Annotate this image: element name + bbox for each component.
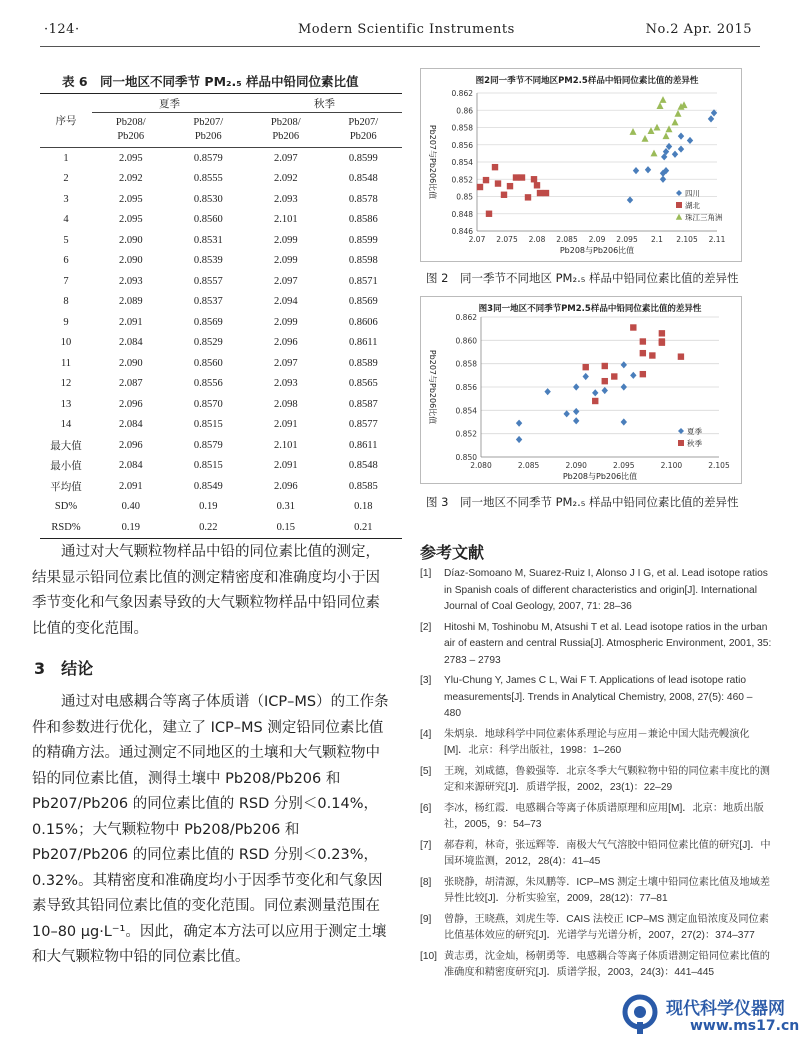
table-row bbox=[40, 517, 402, 538]
x-tick-label: 2.075 bbox=[496, 235, 518, 244]
legend-marker bbox=[676, 190, 682, 196]
data-point bbox=[663, 132, 670, 139]
x-tick-label: 2.105 bbox=[708, 461, 730, 470]
cell-value: 2.093 bbox=[118, 275, 143, 287]
cell-value: 0.8537 bbox=[193, 296, 223, 308]
data-point bbox=[519, 174, 525, 180]
table-row bbox=[40, 456, 402, 477]
y-tick-label: 0.848 bbox=[451, 209, 473, 219]
table-row bbox=[40, 415, 402, 436]
reference-number: [2] bbox=[420, 621, 432, 633]
reference-number: [6] bbox=[420, 802, 432, 814]
section-heading-conclusion: 3 结论 bbox=[34, 659, 94, 678]
cell-value: 2.097 bbox=[273, 275, 298, 287]
y-tick-label: 0.852 bbox=[455, 429, 477, 439]
cell-value: 0.8560 bbox=[193, 357, 223, 369]
reference-item bbox=[420, 838, 772, 871]
reference-number: [7] bbox=[420, 839, 432, 851]
cell-value: 0.8585 bbox=[348, 480, 378, 492]
y-tick-label: 0.858 bbox=[451, 123, 473, 133]
row-label: 平均值 bbox=[50, 481, 82, 493]
row-label: SD% bbox=[54, 501, 78, 513]
row-label: 7 bbox=[63, 275, 69, 287]
table-row bbox=[40, 292, 402, 313]
cell-value: 2.096 bbox=[273, 337, 298, 349]
cell-value: 2.101 bbox=[273, 439, 298, 451]
data-point bbox=[627, 196, 633, 203]
cell-value: 0.8611 bbox=[349, 439, 378, 451]
cell-value: 2.091 bbox=[273, 460, 298, 472]
cell-value: 2.090 bbox=[118, 255, 143, 267]
isotope-table bbox=[40, 93, 402, 539]
cell-value: 2.101 bbox=[273, 214, 298, 226]
y-axis-label: Pb207与Pb206比值 bbox=[428, 124, 437, 200]
reference-item bbox=[420, 949, 772, 982]
table-row bbox=[40, 189, 402, 210]
table-row bbox=[40, 353, 402, 374]
cell-value: 2.093 bbox=[273, 193, 298, 205]
cell-value: 0.8598 bbox=[348, 255, 378, 267]
row-label: 最小值 bbox=[50, 461, 82, 473]
data-point bbox=[640, 338, 646, 344]
cell-value: 0.18 bbox=[354, 501, 373, 513]
cell-value: 2.099 bbox=[273, 316, 298, 328]
cell-value: 2.091 bbox=[118, 480, 143, 492]
row-label: 8 bbox=[63, 296, 69, 308]
reference-number: [3] bbox=[420, 675, 432, 686]
cell-value: 0.8556 bbox=[193, 378, 223, 390]
y-tick-label: 0.856 bbox=[455, 383, 477, 392]
data-point bbox=[525, 194, 531, 200]
y-axis-label: Pb207与Pb206比值 bbox=[428, 349, 437, 425]
reference-item bbox=[420, 727, 772, 760]
table-caption: 表 6 同一地区不同季节 PM₂.₅ 样品中铅同位素比值 bbox=[62, 74, 359, 89]
data-point bbox=[583, 364, 589, 370]
data-point bbox=[651, 150, 658, 157]
y-tick-label: 0.862 bbox=[451, 89, 473, 98]
y-tick-label: 0.852 bbox=[451, 175, 473, 185]
data-point bbox=[543, 190, 549, 196]
y-tick-label: 0.86 bbox=[456, 106, 473, 116]
reference-text: 郝春莉，林奇，张远辉等．南极大气气溶胶中铅同位素比值的研究[J]．中国环境监测，2012，28(4)：41–45 bbox=[444, 839, 771, 867]
cell-value: 0.8599 bbox=[348, 152, 378, 164]
reference-text: Díaz-Somoano M, Suarez-Ruiz I, Alonso J I G, et al. Lead isotope ratios in Spanish coals of different characteristics and origin[J]. International Journal of Coal Geology, 2007, 71: 28–36 bbox=[444, 568, 768, 612]
cell-value: 0.19 bbox=[199, 501, 218, 513]
y-tick-label: 0.860 bbox=[455, 336, 477, 346]
y-tick-label: 0.854 bbox=[455, 406, 477, 416]
data-point bbox=[516, 436, 522, 443]
data-point bbox=[534, 182, 540, 188]
data-point bbox=[516, 420, 522, 427]
data-point bbox=[630, 128, 637, 135]
subcol-header: Pb208/ Pb206 bbox=[247, 113, 325, 148]
cell-value: 0.8565 bbox=[348, 378, 378, 390]
cell-value: 0.19 bbox=[92, 517, 170, 538]
row-label: 9 bbox=[63, 316, 69, 328]
data-point bbox=[583, 373, 589, 380]
cell-value: 0.8606 bbox=[348, 316, 378, 328]
data-point bbox=[573, 383, 579, 390]
data-point bbox=[666, 125, 673, 132]
legend-marker bbox=[676, 214, 682, 220]
table-row bbox=[40, 374, 402, 395]
watermark-name: 现代科学仪器网 bbox=[666, 999, 785, 1019]
legend-marker bbox=[676, 202, 682, 208]
data-point bbox=[660, 96, 667, 103]
x-tick-label: 2.085 bbox=[556, 235, 578, 244]
cell-value: 0.8557 bbox=[193, 275, 223, 287]
cell-value: 2.098 bbox=[273, 398, 298, 410]
figure-3-chart bbox=[420, 296, 742, 484]
row-label: 1 bbox=[63, 152, 69, 164]
row-label: 5 bbox=[63, 234, 69, 246]
cell-value: 0.22 bbox=[170, 517, 248, 538]
cell-value: 0.8560 bbox=[193, 214, 223, 226]
cell-value: 2.084 bbox=[118, 419, 143, 431]
reference-number: [8] bbox=[420, 876, 432, 888]
y-tick-label: 0.862 bbox=[455, 313, 477, 322]
row-label: 13 bbox=[60, 398, 72, 410]
reference-text: 黄志勇，沈金灿，杨朝勇等．电感耦合等离子体质谱测定铅同位素比值的准确度和精密度研究[J]．质谱学报，2003，24(3)：441–445 bbox=[444, 950, 770, 978]
data-point bbox=[501, 192, 507, 198]
subcol-header: Pb208/ Pb206 bbox=[92, 113, 170, 148]
data-point bbox=[513, 174, 519, 180]
cell-value: 0.8570 bbox=[193, 398, 223, 410]
page-number: ·124· bbox=[44, 22, 80, 37]
y-tick-label: 0.856 bbox=[451, 140, 473, 150]
legend-marker bbox=[678, 428, 684, 434]
figure-3-caption: 图 3 同一地区不同季节 PM₂.₅ 样品中铅同位素比值的差异性 bbox=[426, 495, 739, 509]
data-point bbox=[678, 353, 684, 359]
data-point bbox=[687, 137, 693, 144]
cell-value: 0.8548 bbox=[348, 460, 378, 472]
data-point bbox=[678, 145, 684, 152]
cell-value: 2.092 bbox=[273, 173, 298, 185]
row-label: 3 bbox=[63, 193, 69, 205]
cell-value: 0.8548 bbox=[348, 173, 378, 185]
cell-value: 2.089 bbox=[118, 296, 143, 308]
data-point bbox=[492, 164, 498, 170]
x-tick-label: 2.095 bbox=[613, 461, 635, 470]
data-point bbox=[592, 398, 598, 404]
data-point bbox=[573, 417, 579, 424]
data-point bbox=[507, 183, 513, 189]
data-point bbox=[649, 352, 655, 358]
cell-value: 0.8577 bbox=[348, 419, 378, 431]
y-tick-label: 0.85 bbox=[456, 192, 473, 202]
data-point bbox=[659, 339, 665, 345]
row-label: 14 bbox=[60, 419, 72, 431]
cell-value: 2.095 bbox=[118, 214, 143, 226]
table-row bbox=[40, 497, 402, 518]
reference-text: 曾静，王晓燕，刘虎生等．CAIS 法校正 ICP–MS 测定血铅浓度及同位素比值基体效应的研究[J]．光谱学与光谱分析，2007，27(2)：374–377 bbox=[444, 913, 769, 941]
cell-value: 0.8529 bbox=[193, 337, 223, 349]
cell-value: 0.8549 bbox=[193, 480, 223, 492]
col-summer: 夏季 bbox=[92, 94, 247, 113]
row-label: 6 bbox=[63, 255, 69, 267]
cell-value: 0.8530 bbox=[193, 193, 223, 205]
ms17-logo-icon bbox=[620, 992, 660, 1036]
data-point bbox=[602, 378, 608, 384]
cell-value: 2.096 bbox=[118, 398, 143, 410]
data-point bbox=[640, 350, 646, 356]
conclusion-paragraph: 通过对电感耦合等离子体质谱（ICP–MS）的工作条件和参数进行优化，建立了 ICP–MS 测定铅同位素比值的精确方法。通过测定不同地区的土壤和大气颗粒物中铅的同位素比值，测得土壤中 Pb208/Pb206 和 Pb207/Pb206 的同位素比值的 RSD 分别＜0.14%，0.15%；大气颗粒物中 Pb208/Pb206 和 Pb207/Pb206 的同位素比值的 RSD 分别＜0.23%，0.32%。其精密度和准确度均小于因季节变化和气象因素导致其铅同位素比值的变化范围。同位素测量范围在 10–80 μg·L⁻¹。因此，确定本方法可以应用于测定土壤和大气颗粒物中铅的同位素比值。 bbox=[32, 694, 389, 965]
figure-3-svg bbox=[421, 297, 741, 483]
cell-value: 0.8569 bbox=[348, 296, 378, 308]
row-label: 4 bbox=[63, 214, 69, 226]
cell-value: 0.8611 bbox=[349, 337, 378, 349]
cell-value: 0.8578 bbox=[348, 193, 378, 205]
cell-value: 2.097 bbox=[273, 152, 298, 164]
row-label: 11 bbox=[60, 357, 72, 369]
cell-value: 2.099 bbox=[273, 255, 298, 267]
table-row bbox=[40, 435, 402, 456]
cell-value: 0.8589 bbox=[348, 357, 378, 369]
cell-value: 0.8569 bbox=[193, 316, 223, 328]
data-point bbox=[621, 418, 627, 425]
discussion-paragraph: 通过对大气颗粒物样品中铅的同位素比值的测定，结果显示铅同位素比值的测定精密度和准确度均小于因季节变化和气象因素导致的大气颗粒物样品中铅同位素比值的变化范围。 bbox=[32, 544, 380, 637]
cell-value: 2.099 bbox=[273, 234, 298, 246]
reference-number: [1] bbox=[420, 568, 432, 579]
cell-value: 0.21 bbox=[325, 517, 403, 538]
cell-value: 2.094 bbox=[273, 296, 298, 308]
cell-value: 2.091 bbox=[118, 316, 143, 328]
figure-2-chart bbox=[420, 68, 742, 262]
cell-value: 0.31 bbox=[276, 501, 295, 513]
legend-label: 湖北 bbox=[685, 201, 700, 210]
y-tick-label: 0.846 bbox=[451, 227, 473, 236]
legend-marker bbox=[678, 440, 684, 446]
cell-value: 2.087 bbox=[118, 378, 143, 390]
table-row bbox=[40, 148, 402, 169]
table-row bbox=[40, 271, 402, 292]
watermark-url: www.ms17.cn bbox=[690, 1018, 800, 1034]
data-point bbox=[486, 211, 492, 217]
table-row bbox=[40, 312, 402, 333]
data-point bbox=[672, 151, 678, 158]
table-row bbox=[40, 230, 402, 251]
x-tick-label: 2.100 bbox=[660, 461, 683, 470]
row-label: 10 bbox=[60, 337, 72, 349]
x-axis-label: Pb208与Pb206比值 bbox=[559, 246, 635, 255]
data-point bbox=[675, 110, 682, 117]
row-label: RSD% bbox=[40, 517, 92, 538]
data-point bbox=[672, 119, 679, 126]
cell-value: 0.8515 bbox=[193, 460, 223, 472]
data-point bbox=[483, 177, 489, 183]
x-axis-label: Pb208与Pb206比值 bbox=[562, 472, 638, 481]
data-point bbox=[592, 389, 598, 396]
subcol-header: Pb207/ Pb206 bbox=[325, 113, 403, 148]
cell-value: 2.090 bbox=[118, 234, 143, 246]
data-point bbox=[602, 387, 608, 394]
cell-value: 0.40 bbox=[121, 501, 140, 513]
x-tick-label: 2.080 bbox=[470, 461, 492, 470]
cell-value: 0.15 bbox=[247, 517, 325, 538]
y-tick-label: 0.858 bbox=[455, 359, 477, 369]
cell-value: 0.8579 bbox=[193, 439, 223, 451]
data-point bbox=[495, 180, 501, 186]
reference-item bbox=[420, 673, 772, 723]
cell-value: 2.095 bbox=[118, 193, 143, 205]
data-point bbox=[678, 133, 684, 140]
reference-text: Ylu-Chung Y, James C L, Wai F T. Applications of lead isotope ratio measurements[J]. Trends in Analytical Chemistry, 2008, 27(5): 460 – 480 bbox=[444, 675, 753, 719]
reference-text: 王琬，刘咸德，鲁毅强等．北京冬季大气颗粒物中铅的同位素丰度比的测定和来源研究[J]．质谱学报，2002，23(1)：22–29 bbox=[444, 765, 770, 793]
table-row bbox=[40, 333, 402, 354]
data-point bbox=[642, 135, 649, 142]
legend-label: 珠江三角洲 bbox=[685, 213, 723, 222]
row-label: 2 bbox=[63, 173, 69, 185]
cell-value: 0.8599 bbox=[348, 234, 378, 246]
reference-item bbox=[420, 764, 772, 797]
data-point bbox=[648, 127, 655, 134]
reference-number: [5] bbox=[420, 765, 432, 777]
cell-value: 0.8587 bbox=[348, 398, 378, 410]
x-tick-label: 2.1 bbox=[651, 235, 663, 244]
col-autumn: 秋季 bbox=[247, 94, 402, 113]
issue-info: No.2 Apr. 2015 bbox=[645, 22, 752, 37]
subcol-header: Pb207/ Pb206 bbox=[170, 113, 248, 148]
x-tick-label: 2.08 bbox=[528, 235, 546, 244]
reference-text: Hitoshi M, Toshinobu M, Atsushi T et al. Lead isotope ratios in the urban air of eastern and central Russia[J]. Atmospheric Environment, 2001, 35: 2783 – 2793 bbox=[444, 621, 772, 666]
cell-value: 2.093 bbox=[273, 378, 298, 390]
cell-value: 2.097 bbox=[273, 357, 298, 369]
reference-item bbox=[420, 801, 772, 834]
data-point bbox=[659, 330, 665, 336]
data-point bbox=[640, 371, 646, 377]
references-list bbox=[420, 566, 772, 986]
col-seq: 序号 bbox=[40, 94, 92, 148]
data-point bbox=[630, 324, 636, 330]
header-rule bbox=[40, 46, 760, 47]
data-point bbox=[621, 361, 627, 368]
reference-text: 朱炳泉．地球科学中同位素体系理论与应用－兼论中国大陆壳幔演化[M]．北京：科学出版社，1998：1–260 bbox=[444, 728, 750, 756]
cell-value: 2.084 bbox=[118, 337, 143, 349]
x-tick-label: 2.085 bbox=[517, 461, 540, 470]
row-label: 最大值 bbox=[50, 440, 82, 452]
cell-value: 0.8579 bbox=[193, 152, 223, 164]
x-tick-label: 2.07 bbox=[468, 235, 486, 244]
journal-title: Modern Scientific Instruments bbox=[298, 22, 515, 37]
x-tick-label: 2.090 bbox=[565, 461, 587, 470]
reference-item bbox=[420, 875, 772, 908]
legend-label: 夏季 bbox=[687, 427, 702, 436]
x-tick-label: 2.105 bbox=[676, 235, 698, 244]
data-point bbox=[563, 410, 569, 417]
reference-text: 李冰，杨红霞．电感耦合等离子体质谱原理和应用[M]．北京：地质出版社，2005，9：54–73 bbox=[444, 802, 764, 830]
cell-value: 0.8539 bbox=[193, 255, 223, 267]
table-row bbox=[40, 251, 402, 272]
cell-value: 0.8531 bbox=[193, 234, 223, 246]
x-tick-label: 2.095 bbox=[616, 235, 638, 244]
row-label: 12 bbox=[60, 378, 72, 390]
data-point bbox=[657, 102, 664, 109]
table-row bbox=[40, 394, 402, 415]
reference-number: [10] bbox=[420, 950, 437, 962]
reference-number: [4] bbox=[420, 728, 432, 740]
reference-text: 张晓静，胡清源，朱凤鹏等．ICP–MS 测定土壤中铅同位素比值及地域差异性比较[J]．分析实验室，2009，28(12)：77–81 bbox=[444, 876, 771, 904]
data-point bbox=[611, 373, 617, 379]
cell-value: 0.8555 bbox=[193, 173, 223, 185]
reference-item bbox=[420, 620, 772, 670]
cell-value: 0.8571 bbox=[348, 275, 378, 287]
cell-value: 0.8515 bbox=[193, 419, 223, 431]
reference-item bbox=[420, 912, 772, 945]
cell-value: 2.084 bbox=[118, 460, 143, 472]
table-row bbox=[40, 169, 402, 190]
data-point bbox=[537, 190, 543, 196]
data-point bbox=[645, 166, 651, 173]
y-tick-label: 0.850 bbox=[455, 453, 477, 462]
table-row bbox=[40, 476, 402, 497]
cell-value: 2.090 bbox=[118, 357, 143, 369]
references-heading: 参考文献 bbox=[420, 543, 485, 562]
y-tick-label: 0.854 bbox=[451, 158, 473, 167]
table-row bbox=[40, 210, 402, 231]
cell-value: 2.096 bbox=[273, 480, 298, 492]
data-point bbox=[531, 176, 537, 182]
data-point bbox=[621, 383, 627, 390]
figure-2-svg bbox=[421, 69, 741, 261]
cell-value: 2.092 bbox=[118, 173, 143, 185]
cell-value: 2.095 bbox=[118, 152, 143, 164]
data-point bbox=[708, 115, 714, 122]
cell-value: 2.096 bbox=[118, 439, 143, 451]
chart-title: 图2同一季节不同地区PM2.5样品中铅同位素比值的差异性 bbox=[475, 76, 699, 86]
x-tick-label: 2.09 bbox=[588, 235, 606, 244]
legend-label: 秋季 bbox=[687, 439, 702, 448]
data-point bbox=[602, 363, 608, 369]
data-point bbox=[477, 184, 483, 190]
x-tick-label: 2.11 bbox=[708, 235, 726, 244]
figure-2-caption: 图 2 同一季节不同地区 PM₂.₅ 样品中铅同位素比值的差异性 bbox=[426, 271, 739, 285]
data-point bbox=[630, 372, 636, 379]
cell-value: 0.8586 bbox=[348, 214, 378, 226]
data-point bbox=[544, 388, 550, 395]
cell-value: 2.091 bbox=[273, 419, 298, 431]
chart-title: 图3同一地区不同季节PM2.5样品中铅同位素比值的差异性 bbox=[478, 304, 702, 314]
legend-label: 四川 bbox=[685, 189, 700, 198]
reference-item bbox=[420, 566, 772, 616]
data-point bbox=[573, 408, 579, 415]
data-point bbox=[633, 167, 639, 174]
reference-number: [9] bbox=[420, 913, 432, 925]
